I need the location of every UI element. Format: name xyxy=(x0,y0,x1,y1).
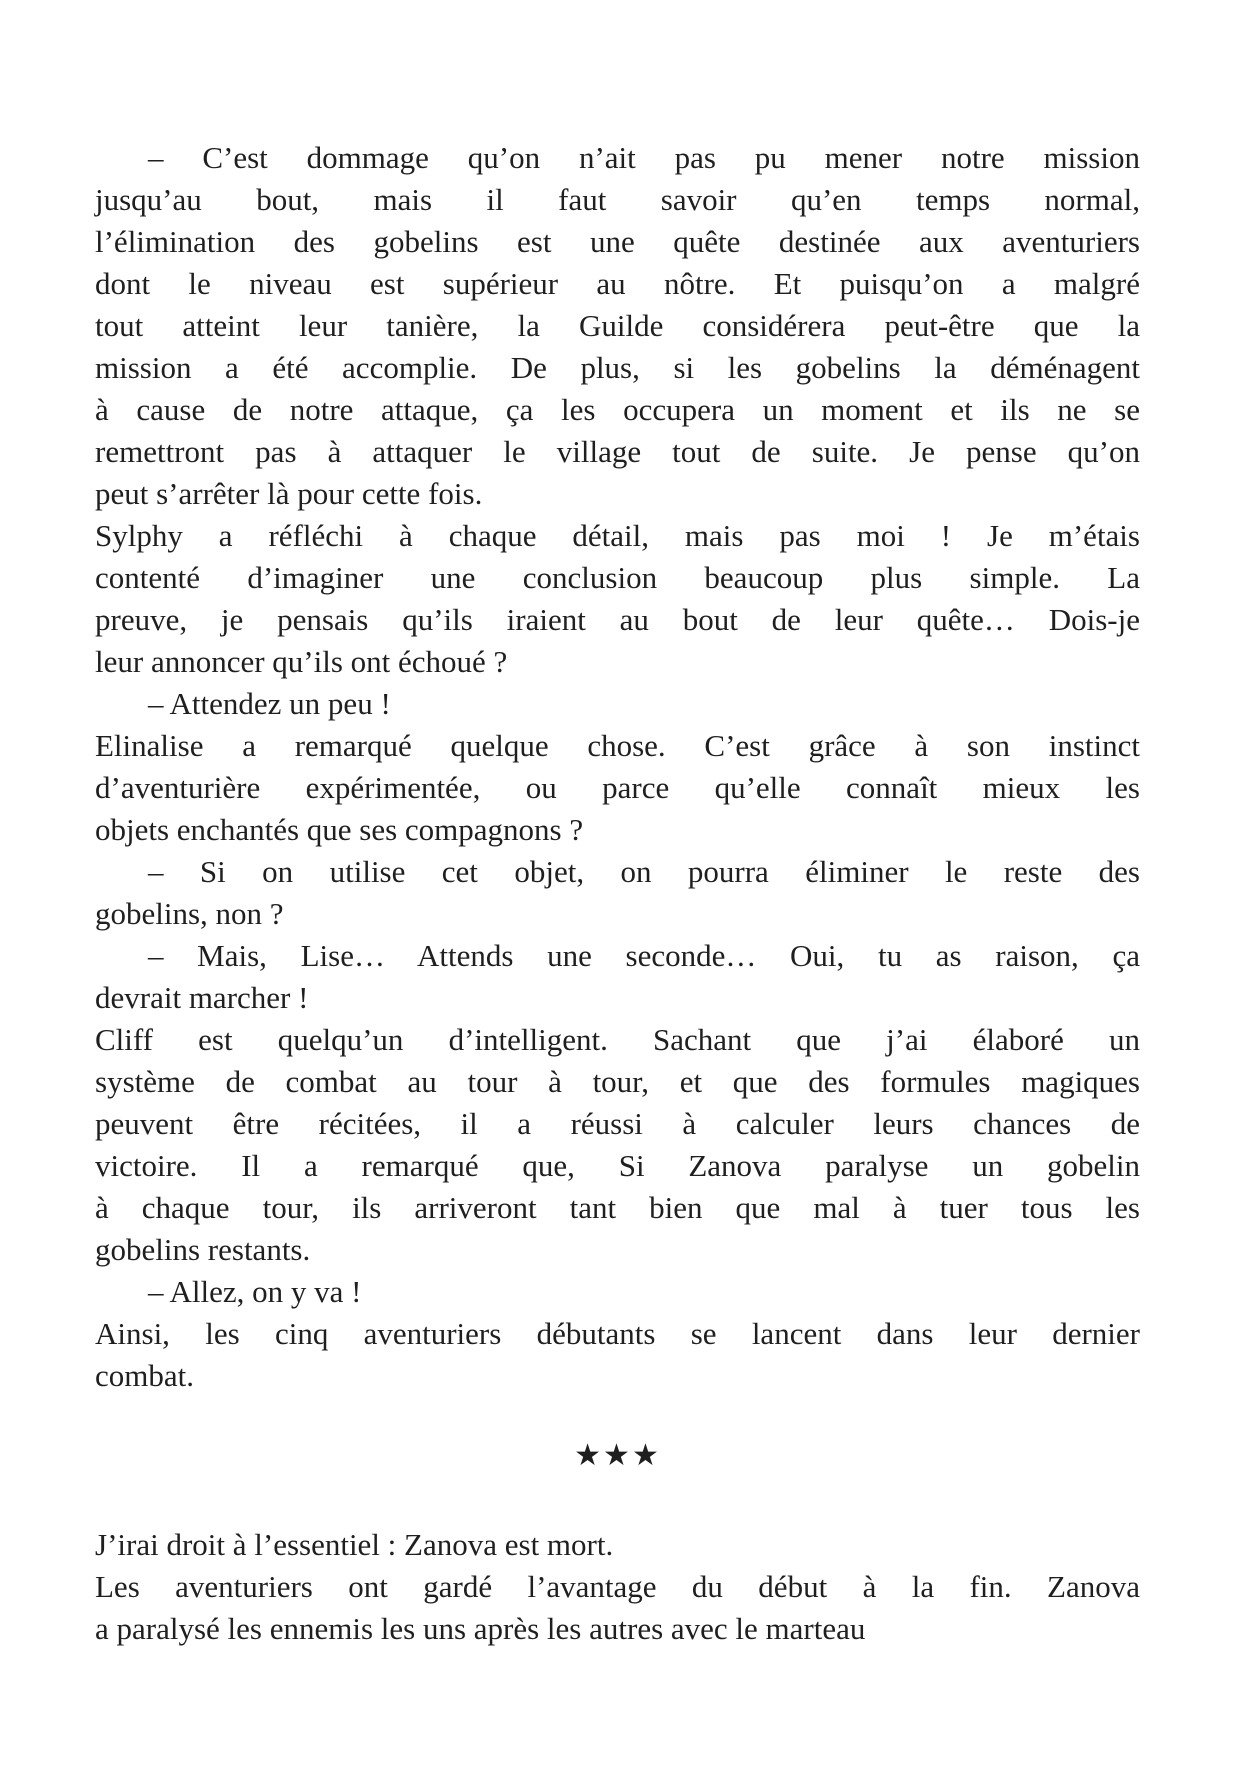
text-line: objets enchantés que ses compagnons ? xyxy=(95,812,584,847)
text-line: leur annoncer qu’ils ont échoué ? xyxy=(95,644,508,679)
text-line: contenté d’imaginer une conclusion beaucoup plus simple. La xyxy=(95,560,1140,595)
narration-paragraph xyxy=(95,1019,1140,1271)
text-line: l’élimination des gobelins est une quête destinée aux aventuriers xyxy=(95,224,1140,259)
text-line: tout atteint leur tanière, la Guilde considérera peut-être que la xyxy=(95,308,1140,343)
text-line: gobelins restants. xyxy=(95,1232,311,1267)
text-line: Sylphy a réfléchi à chaque détail, mais pas moi ! Je m’étais xyxy=(95,518,1140,553)
text-line: Cliff est quelqu’un d’intelligent. Sachant que j’ai élaboré un xyxy=(95,1022,1140,1057)
text-line: Elinalise a remarqué quelque chose. C’est grâce à son instinct xyxy=(95,728,1140,763)
section-break xyxy=(95,1397,1140,1524)
text-line: – Allez, on y va ! xyxy=(148,1274,362,1309)
narration-paragraph xyxy=(95,1566,1140,1650)
narration-paragraph xyxy=(95,1524,1140,1566)
text-line: J’irai droit à l’essentiel : Zanova est mort. xyxy=(95,1527,614,1562)
text-line: dont le niveau est supérieur au nôtre. Et puisqu’on a malgré xyxy=(95,266,1140,301)
text-line: peuvent être récitées, il a réussi à calculer leurs chances de xyxy=(95,1106,1140,1141)
dialogue-paragraph xyxy=(95,935,1140,1019)
text-line: – Attendez un peu ! xyxy=(148,686,391,721)
text-line: devrait marcher ! xyxy=(95,980,309,1015)
text-line: Les aventuriers ont gardé l’avantage du début à la fin. Zanova xyxy=(95,1569,1140,1604)
text-line: preuve, je pensais qu’ils iraient au bout de leur quête… Dois-je xyxy=(95,602,1140,637)
text-line: mission a été accomplie. De plus, si les gobelins la déménagent xyxy=(95,350,1140,385)
text-line: remettront pas à attaquer le village tout de suite. Je pense qu’on xyxy=(95,434,1140,469)
text-line: peut s’arrêter là pour cette fois. xyxy=(95,476,483,511)
text-line: a paralysé les ennemis les uns après les autres avec le marteau xyxy=(95,1611,866,1646)
stars-separator-icon: ★★★ xyxy=(574,1438,661,1473)
text-line: Ainsi, les cinq aventuriers débutants se lancent dans leur dernier xyxy=(95,1316,1140,1351)
text-line: à cause de notre attaque, ça les occupera un moment et ils ne se xyxy=(95,392,1140,427)
text-line: d’aventurière expérimentée, ou parce qu’elle connaît mieux les xyxy=(95,770,1140,805)
text-line: système de combat au tour à tour, et que des formules magiques xyxy=(95,1064,1140,1099)
text-line: – C’est dommage qu’on n’ait pas pu mener notre mission xyxy=(148,140,1140,175)
text-line: victoire. Il a remarqué que, Si Zanova paralyse un gobelin xyxy=(95,1148,1140,1183)
text-line: combat. xyxy=(95,1358,194,1393)
text-line: à chaque tour, ils arriveront tant bien que mal à tuer tous les xyxy=(95,1190,1140,1225)
text-line: jusqu’au bout, mais il faut savoir qu’en temps normal, xyxy=(95,182,1140,217)
narration-paragraph xyxy=(95,515,1140,683)
narration-paragraph xyxy=(95,725,1140,851)
dialogue-paragraph xyxy=(95,683,1140,725)
text-line: gobelins, non ? xyxy=(95,896,284,931)
dialogue-paragraph xyxy=(95,851,1140,935)
text-line: – Mais, Lise… Attends une seconde… Oui, tu as raison, ça xyxy=(148,938,1140,973)
dialogue-paragraph xyxy=(95,137,1140,515)
text-line: – Si on utilise cet objet, on pourra éliminer le reste des xyxy=(148,854,1140,889)
dialogue-paragraph xyxy=(95,1271,1140,1313)
narration-paragraph xyxy=(95,1313,1140,1397)
